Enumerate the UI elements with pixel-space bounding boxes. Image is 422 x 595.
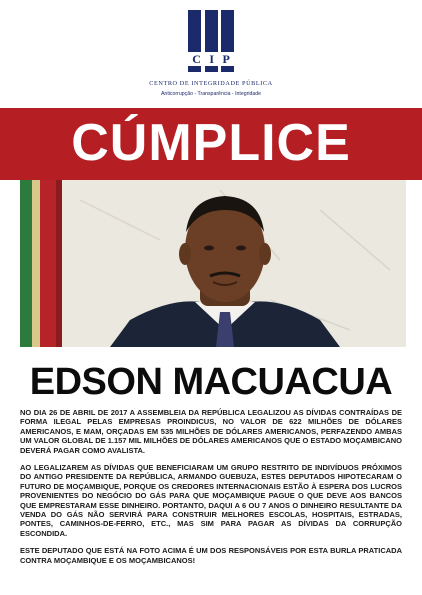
cip-logo — [0, 10, 422, 97]
portrait-photo — [20, 180, 406, 347]
logo-letter-p: P — [222, 52, 230, 66]
logo-letter-c: C — [192, 52, 201, 66]
logo-letter-i: I — [209, 52, 214, 66]
logo-letters — [188, 52, 234, 66]
paragraph-2: AO LEGALIZAREM AS DÍVIDAS QUE BENEFICIARAM UM GRUPO RESTRITO DE INDIVÍDUOS PRÓXIMOS DO ANTIGO PRESIDENTE DA REPÚBLICA, ARMANDO GUEBUZA, ESTES DEPUTADOS HIPOTECARAM O FUTURO DE MOÇAMBIQUE, PORQUE OS CREDORES INTERNACIONAIS ESTÃO À ESPERA DOS LUCROS PROVENIENTES DO NEGÓCIO DO GÁS PARA QUE MOÇAMBIQUE PAGUE O QUE DEVE AOS BANCOS QUE EMPRESTARAM ESSE DINHEIRO. PORTANTO, DAQUI A 6 OU 7 ANOS O DINHEIRO RESULTANTE DA VENDA DO GÁS NÃO SERVIRÁ PARA CONSTRUIR MELHORES ESCOLAS, HOSPITAIS, ESTRADAS, PONTES, CAMINHOS-DE-FERRO, ETC., MAS SIM PARA PAGAR AS DÍVIDAS DA CORRUPÇÃO ESCONDIDA. — [20, 463, 402, 538]
banner-title: CÚMPLICE — [71, 114, 351, 172]
person-name: EDSON MACUACUA — [29, 361, 393, 403]
paragraph-1: NO DIA 26 DE ABRIL DE 2017 A ASSEMBLEIA DA REPÚBLICA LEGALIZOU AS DÍVIDAS CONTRAÍDAS DE FORMA ILEGAL PELAS EMPRESAS PROINDICUS, NO VALOR DE 622 MILHÕES DE DÓLARES AMERICANOS, E MAM, ORÇADAS EM 535 MILHÕES DE DÓLARES AMERICANOS, PERFAZENDO AMBAS UM VALOR GLOBAL DE 1.157 MIL MILHÕES DE DÓLARES AMERICANOS QUE O ESTADO MOÇAMBICANO DEVERÁ PAGAR COMO AVALISTA. — [20, 408, 402, 455]
organization-name: CENTRO DE INTEGRIDADE PÚBLICA — [149, 80, 273, 87]
body-text — [20, 408, 402, 573]
paragraph-3: ESTE DEPUTADO QUE ESTÁ NA FOTO ACIMA É UM DOS RESPONSÁVEIS POR ESTA BURLA PRATICADA CONTRA MOÇAMBIQUE E OS MOÇAMBICANOS! — [20, 546, 402, 565]
cip-logo-mark — [188, 10, 234, 72]
organization-tagline: Anticorrupção - Transparência - Integridade — [160, 91, 262, 97]
